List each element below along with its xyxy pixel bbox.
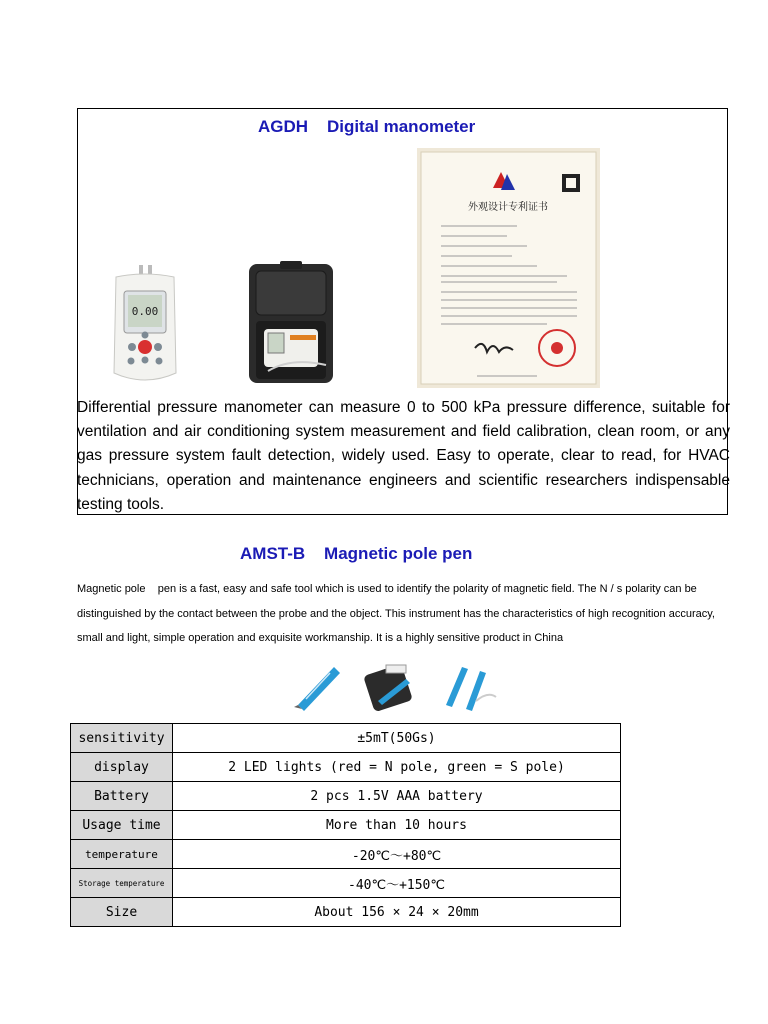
spec-label: Storage temperature — [71, 869, 173, 898]
pole-pen-with-case-image — [362, 661, 412, 711]
spec-label: display — [71, 753, 173, 782]
table-row — [71, 840, 621, 869]
manometer-device-image — [110, 265, 180, 387]
spec-value: 2 pcs 1.5V AAA battery — [173, 782, 621, 811]
spec-label: temperature — [71, 840, 173, 869]
product-description-amst: Magnetic pole pen is a fast, easy and safe tool which is used to identify the polarity of magnetic field. The N / s polarity can be distinguished by the contact between the probe and the object. This instrument has the characteristics of high recognition accuracy, small and light, simple operation and exquisite workmanship. It is a highly sensitive product in China — [77, 583, 719, 644]
table-row — [71, 782, 621, 811]
spec-value: 2 LED lights (red = N pole, green = S pole) — [173, 753, 621, 782]
pole-pen-pair-image — [440, 661, 498, 711]
table-row — [71, 753, 621, 782]
spec-label: Usage time — [71, 811, 173, 840]
spec-label: Battery — [71, 782, 173, 811]
product-description-agdh: Differential pressure manometer can measure 0 to 500 kPa pressure difference, suitable for ventilation and air conditioning system measurement and field calibration, clean room, or any gas pressure system fault detection, widely used. Easy to operate, clear to read, for HVAC technicians, operation and maintenance engineers and scientific researchers indispensable testing tools. — [77, 399, 730, 513]
svg-text:外观设计专利证书: 外观设计专利证书 — [468, 202, 548, 213]
table-row — [71, 898, 621, 927]
table-row — [71, 724, 621, 753]
table-row — [71, 811, 621, 840]
spec-label: sensitivity — [71, 724, 173, 753]
spec-value: About 156 × 24 × 20mm — [173, 898, 621, 927]
spec-label: Size — [71, 898, 173, 927]
table-row — [71, 869, 621, 898]
pole-pen-single-image — [290, 659, 342, 711]
spec-value: More than 10 hours — [173, 811, 621, 840]
spec-value: -20℃～+80℃ — [173, 840, 621, 869]
svg-text:0.00: 0.00 — [131, 305, 159, 318]
product-title-amst: AMST-B Magnetic pole pen — [240, 544, 473, 563]
manometer-case-image — [246, 261, 336, 386]
patent-certificate-image — [417, 148, 600, 388]
spec-value: -40℃～+150℃ — [173, 869, 621, 898]
spec-table — [70, 723, 621, 927]
product-title-agdh: AGDH Digital manometer — [258, 117, 476, 136]
spec-value: ±5mT(50Gs) — [173, 724, 621, 753]
